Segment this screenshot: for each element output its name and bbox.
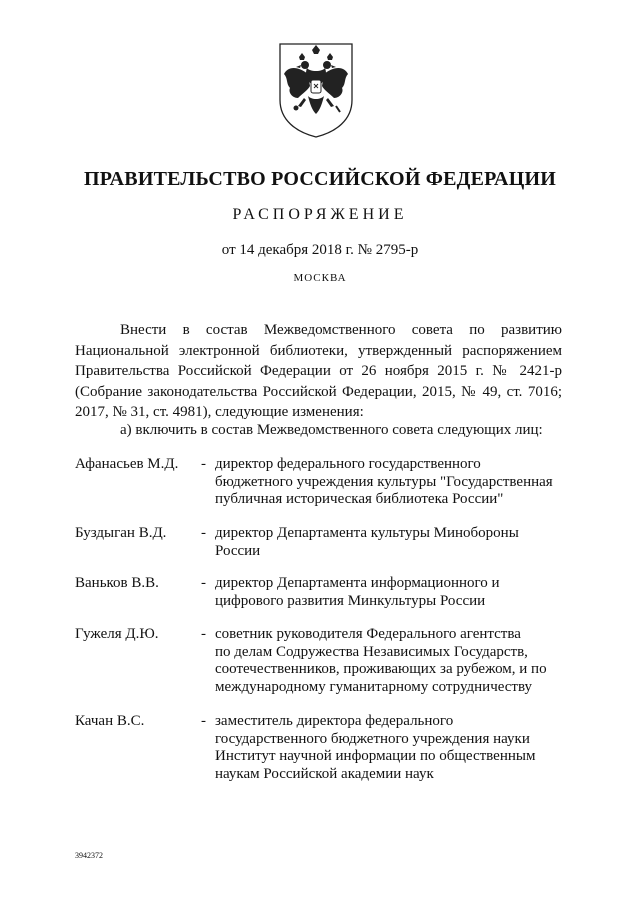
government-title: ПРАВИТЕЛЬСТВО РОССИЙСКОЙ ФЕДЕРАЦИИ: [84, 168, 556, 190]
intro-line: Внести в состав Межведомственного совета по развитию: [120, 322, 562, 338]
member-position: [215, 575, 570, 610]
member-position-line: наукам Российской академии наук: [215, 765, 434, 782]
member-name: Гужеля Д.Ю.: [75, 626, 159, 642]
member-position-line: директор федерального государственного: [215, 456, 481, 472]
member-name: Ваньков В.В.: [75, 575, 159, 591]
subitem-a: а) включить в состав Межведомственного совета следующих лиц:: [120, 422, 543, 438]
member-name: Буздыган В.Д.: [75, 525, 167, 541]
member-dash: -: [201, 713, 206, 729]
member-position-line: России: [215, 542, 261, 559]
document-city: МОСКВА: [293, 272, 347, 284]
document-code: 3942372: [75, 851, 103, 860]
member-name: Качан В.С.: [75, 713, 145, 729]
member-dash: -: [201, 575, 206, 591]
member-position-line: государственного бюджетного учреждения науки: [215, 730, 530, 747]
member-name: Афанасьев М.Д.: [75, 456, 179, 472]
member-position: [215, 626, 570, 696]
member-position: [215, 525, 570, 560]
member-position-line: цифрового развития Минкультуры России: [215, 592, 486, 609]
intro-line: Национальной электронной библиотеки, утвержденный распоряжением: [75, 342, 562, 359]
member-position-line: директор Департамента информационного и: [215, 575, 500, 591]
document-type: РАСПОРЯЖЕНИЕ: [232, 206, 408, 223]
member-position-line: бюджетного учреждения культуры "Государственная: [215, 473, 553, 490]
member-position-line: советник руководителя Федерального агентства: [215, 626, 521, 642]
intro-line: 2017, № 31, ст. 4981), следующие изменения:: [75, 404, 364, 420]
intro-paragraph: [75, 320, 562, 423]
intro-line: (Собрание законодательства Российской Федерации, 2015, № 49, ст. 7016;: [75, 383, 562, 400]
member-position: [215, 456, 570, 509]
member-position: [215, 713, 570, 783]
coat-of-arms-emblem: [274, 40, 358, 140]
member-position-line: заместитель директора федерального: [215, 713, 454, 729]
member-position-line: публичная историческая библиотека России": [215, 491, 504, 507]
member-position-line: международному гуманитарному сотрудничеству: [215, 678, 533, 695]
intro-line: Правительства Российской Федерации от 26 ноября 2015 г. № 2421-р: [75, 363, 562, 379]
member-dash: -: [201, 525, 206, 541]
document-date-number: от 14 декабря 2018 г. № 2795-р: [221, 242, 419, 258]
member-position-line: Институт научной информации по общественным: [215, 748, 536, 764]
member-position-line: соотечественников, проживающих за рубежом, и по: [215, 661, 547, 677]
member-position-line: директор Департамента культуры Минобороны: [215, 525, 519, 541]
member-dash: -: [201, 456, 206, 472]
member-position-line: по делам Содружества Независимых Государств,: [215, 643, 528, 660]
member-dash: -: [201, 626, 206, 642]
